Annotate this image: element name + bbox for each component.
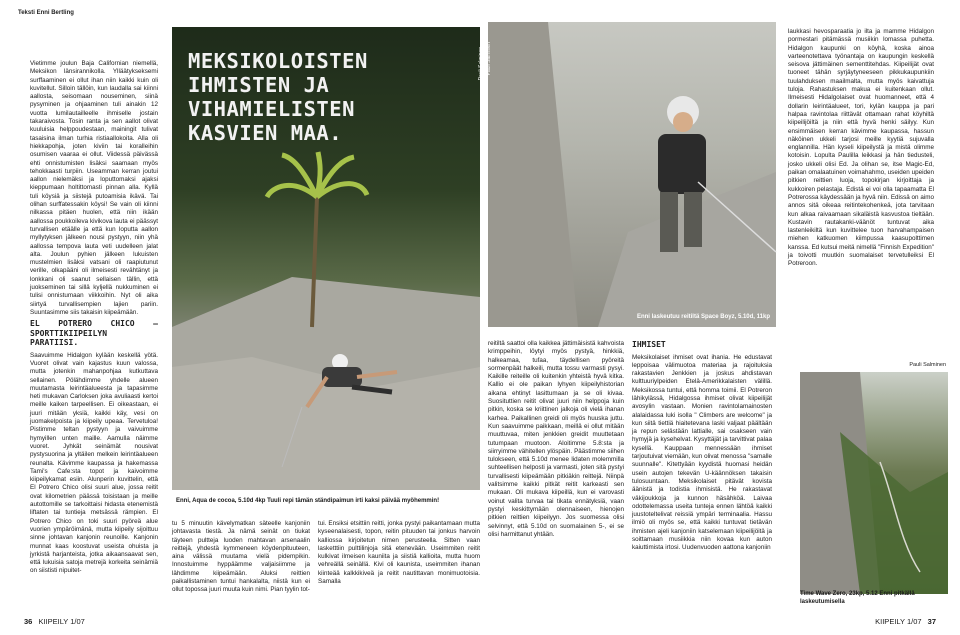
page-number-left: 36 (24, 617, 33, 626)
magazine-name-right: KIIPEILY 1/07 (875, 617, 922, 626)
photo1-credit: Pauli Salminen (478, 47, 484, 81)
page-number-right: 37 (927, 617, 936, 626)
mid-column-2: tui. Ensiksi etsittiin reitti, jonka pystyi paikantamaan mutta kyseenalaisesti, topon, reitin pituuden tai jonkus harvoin kalliossa kirjoitetun nimen perusteella. Sitten vaan lasketttiin pulttilinjoja sitä etenevään. Useimmiten reitit kulkivat ilmeisen kauniita ja siistiä kallioita, mutta huom vehreällä seinällä. Kivi oli kaunista, useimmiten ihanan kiinteää kalkkikiveä ja reitit nautittavan monimuotoisia. Samalla (318, 520, 480, 586)
mid-column-3: reitiltä saattoi olla kaikkea jättimäisistä kahvoista krimppeihin, löytyi myös pystyä, hinkkiä, halkeamaa, tufaa, täydellisen pyöreitä sormenpäät halkeili, mutta tossu varmasti pysyi. Kaikille reiteille oli kuitenkin yhteistä hyvä kitka. Kallio ei ole paikan lyhyen kiipeilyhistorian aikana ehtinyt lasittumaan ja se oli kivaa. Suosituttien reitit olivat juuri niin helppoja kuin pitkin, koska se kriittinen jalkoja oli vielä ihanan karhea. Paikallinen greidi oli myös huuska juttu. Kun saavuimme paikkaan, meillä ei ollut mitään muuttuvaa, miten jenkkien greidit muuttetaan tutumpaan muotoon. Aloitimme 5.8:sta ja siirryimme vähitellen ylöspäin. Päästimme siihen tulokseen, että 5.10d menee lidaten molemmilla suhteellisen helposti ja varmasti, joten sitä pystyi turvallisesti kiipeämään pitkiäkin reittejä. Niinpä valitsimme kaikki pitkät reitit karkeasti sen mukaan. Oli mukava kiipeillä, kun ei varovasti voinut valita turvaa tai tikata ennätyksiä, vaan pystyi keskittymään olennaiseen, hienojen pitkien reittien kiipeilyyn. Jos suomessa olisi selvinnyt, että 5.10d on suomalainen 5-, ei se olisi harmittanut yhtään. (488, 340, 624, 538)
rock-face (488, 22, 578, 327)
main-photo (172, 27, 484, 504)
climber-lowering-illustration (488, 22, 776, 327)
left-column (30, 60, 158, 578)
intro-paragraph: Vietimme joulun Baja Californian niemellä, Meksikon länsirannikolla. Ylläätykseksemi surffaaminen ei ollut ihan niin kaikki kuin oli kuvitellut. Silloin tällöin, kun laudalla sai kiinni aallosta, seisomaan nouseminen, siinä pysyminen ja ohjaaminen tuli ainakin 12 vuotta lumilautailleelle ihmiselle jostain takaraivosta. Tosin ranta ja sen aallot olivat kuuluisia helppoudestaan, mainingit tulivat tasaisina ilman turhia ristiaallokoita. Alla oli hiekkapohja, joten kiviin tai koralleihin osumisen vaaraa ei ollut. Viidessä päivässä ehti onnistumisten lisäksi saamaan myös tehokkaasti turpiin. Useamman kerran joutui aallon nielemäksi ja loputtomaksi ajaksi kieppumaan holtittomasti pinnan alla. Kyllä tuli köysiä ja siistejä putoamisia ikävä. Tai olihan surffatessakin köysi! Se vain oli kiinni nilkassa pitäen huolen, että niin ikään aallossa poukkoileva kivikova lauta ei päässyt turvallisen etäälle ja että kun loputta aallon myllytyksen jälkeen nousi pystyyn, niin yhä aallossa tempova lauta veti uudelleen jalat alta. Joulun pyhien jälkeen lukuisten mustelmien lisäksi vatsani oli raapiutunut verille, olkapääni oli ilmeisesti revähtänyt ja lonkkani oli saanut sellaisen tällin, että juokseminen tai sillä kyljellä nukkuminen ei tulisi onnistumaan viikkoihin. Nyt oli aika siirtyä turvallisempien lajien pariin. Suuntasimme siis takaisin kiipeämään. (30, 60, 158, 316)
mid-column-4 (632, 340, 772, 555)
magazine-name-left: KIIPEILY 1/07 (38, 617, 85, 626)
right-column: laukkasi hevosparaatia jo ilta ja mamme Hidalgon pormestari pitämässä musiikin lomassa puhetta. Hidalgon kaupunki on köyhä, koska ainoa varteenotettava työnantaja on kaupungin keskellä seisova jättimäinen sementtitehdas. Kiipeilijät ovat tuoneet tähän syrjäytyneeseen pikkukaupunkiin tuulahduksen maailmalta, mutta myös kaivattuja tuloja. Rahastuksen makua ei kuitenkaan ollut. Ilmeisesti Hidalgolaiset ovat huomanneet, että 4 dollarin leirintäalueet, tori, kylän kauppa ja pari halpaa ravintolaa riittävät ottamaan rahat köyhiltä kiipeilijöiltä ja niin että hyvä henki säilyy. Kun ensimmäisen kerran kävimme kaupassa, hassun näköinen ukkeli tarjosi meille kyytiä sujuvalla englannilla. Hän kyseli kiipeilystä ja mistä olimme kotoisin. Lopulta Paulilla leikkasi ja hän tiedusteli, josko ukkeli olisi Ed. Ja olihan se, itse Magic-Ed, paikan omalaatuinen voimahahmo, useiden upeiden pitkien reittien luoja, topokirjan kirjoittaja ja kukkoiren pelastaja. Edistä ei voi olla tapaamatta El Potrerossa käydessään ja hyvä niin. Edissä on aimo annos sitä oikeaa reitintekohenkeä, jota tarvitaan kun alkaa raivaamaan sikaläistä kasvustoa tieltään. Kustavin rautakanki-väänöt tuntuvat aika lastenleikiltä kun kuvittelee tuon harvahampaisen miehen katkuomen kiimpussa kaasupolttimen kanssa. Ed kutsui meitä nimellä "Finnish Expedition" ja toivotti muutkin suomalaiset tervetulleiksi El Potreroon. (788, 28, 934, 268)
photo3-credit: Pauli Salminen (909, 362, 946, 368)
portrait-photo (488, 22, 776, 327)
photo2-caption: Enni laskeutuu reitiltä Space Boyz, 5.10d, 11kp (636, 314, 770, 320)
article-title: MEKSIKOLOISTEN IHMISTEN JA VIHAMIELISTEN KASVIEN MAA. (188, 49, 368, 145)
subheading-potrero: EL POTRERO CHICO – SPORTTIKIIPEILYN PARATIISI. (30, 319, 158, 348)
author-credit: Teksti Enni Bertling (18, 10, 74, 16)
photo1-caption: Enni, Aqua de cocoa, 5.10d 4kp Tuuli repi tämän ständipaimun irti kaksi päivää myöhemmin! (176, 498, 440, 504)
canyon-photo (800, 362, 948, 605)
folio-left (24, 617, 85, 626)
ihmiset-paragraph: Meksikolaiset ihmiset ovat ihania. He edustavat leppoisaa välimuotoa materiaa ja rajoituksia rakastavien Jenkkien ja joskus ahdistavan kulttuuriylpeiden Etelä-Amerikkalaisten välillä. Meksikossa tuntui, että homma toimii. El Potreron lähikylässä, Hidalgossa ihmiset olivat kiipeilijät avosylin vastaan. Monien ravintolamainosten alalaidassa luki isolla " Climbers are welcome" ja kun siitä tiettiä hiaitetevana laski valjaat päältään ja repun selästään lattialle, sai osakseen vain hymyjä ja kysehelvat. Kysyttäjät ja tarvittivat palaa kysellä. Kauppaan mennessään ihmiset tarjoutuivat viemään, kun olivat menossa "samalle suunnalle". Kitettyään kyydistä huomasi heidän usein autojen tekevän U-käännöksen takaisin tulosuuntaan. Meksikolaiset pitävät kovista äänistä ja todistia ihmisistä. He rakastavat väkijoukkoja ja kunnon häsähköä. Laivaa odottelemassa useita tunteja ennen lähtöä kaikki juustoteltelivat reissiä ympäri terminaalia. Hassu ilmiö oli myös se, että kaikki tuntuvat tietävän ihmisten ajeli kanjoniin katselemaan kiipeilijöitä ja soittamaan musiikkia niin kovaa kun auton kaiuttimista irtosi. Uudenvuoden aattona kanjoniin (632, 353, 772, 552)
subheading-ihmiset: IHMISET (632, 340, 666, 349)
photo2-credit: Pauli Salminen (486, 42, 492, 76)
photo3-caption: Time Wave Zero, 23kp, 5.12 Enni pitkällä laskeutumisella (800, 591, 915, 605)
mid-column-1: tu 5 minuutin kävelymatkan säteelle kanjoniin johtavasta tiestä. Ja nämä seinät on tiukat täyteen pultteja luoden mahtavan arsenaalin reittejä, yhdestä kymmeneen köydenpituuteen, aina välissä muutama vielä pidempikin. Innostuimme hyppäämme valjaisiimme ja lähdimme kiipeämään. Aluksi reittien paikallistaminen tuntui hankalalta, niistä kun ei ollut topossa juuri muuta kuin nimi. Pian tyylin tot- (172, 520, 310, 594)
canyon-wall-illustration (800, 372, 948, 594)
folio-right (875, 617, 936, 626)
potrero-paragraph: Saavuimme Hidalgon kylään keskellä yötä. Vuoret olivat vain kajastus kuun valossa, mutta jotenkin mahanpohjaa kutkuttava sellainen. Pölähdimme yhdelle alueen muutamasta leirintäalueesta ja tapasimme heti mukavan Carloksen joka avuliaasti kertoi meille kaiken tarpeellisen. Ei oikeastaan, ei juuri mitään yksiä, kaikki käy, vesi on juomakelpoista ja kiipeily upeaa. Tervetuloa! Pistimme teltan pystyyn ja vaivuimme hymyillen unten maille. Aamulla näimme vuoret. Jyhkät seinämät nousivat pystysuorina ja yltäilen melkein leirintäalueen reunalta. Kävimme kaupassa ja hakemassa Tami's Cafe:sta topot ja kaivoimme kiipeilykamat esiin. Alunperin kuvittelin, että El Potrero Chico olisi suuri alue, jossa reitit ovat kilometrien päässä toisistaan ja meille autottomille se tarkoittaisi hidasta etenemistä liftaten tai tuntieja metsässä rämpien. El Potrero Chico on toki suuri pyöreä alue vuorien ympäröimänä, mutta kiipeily sijoittuu sinne johtavan kanjonin reunoille. Kanjonin munnat kaas koostuvat useista ohuista ja jyrkistä harjanteista, jotka aikaansaavat sen, että lukuisia satoja metrejä korkeita seinämiä on siististi nipuitet- (30, 351, 158, 575)
